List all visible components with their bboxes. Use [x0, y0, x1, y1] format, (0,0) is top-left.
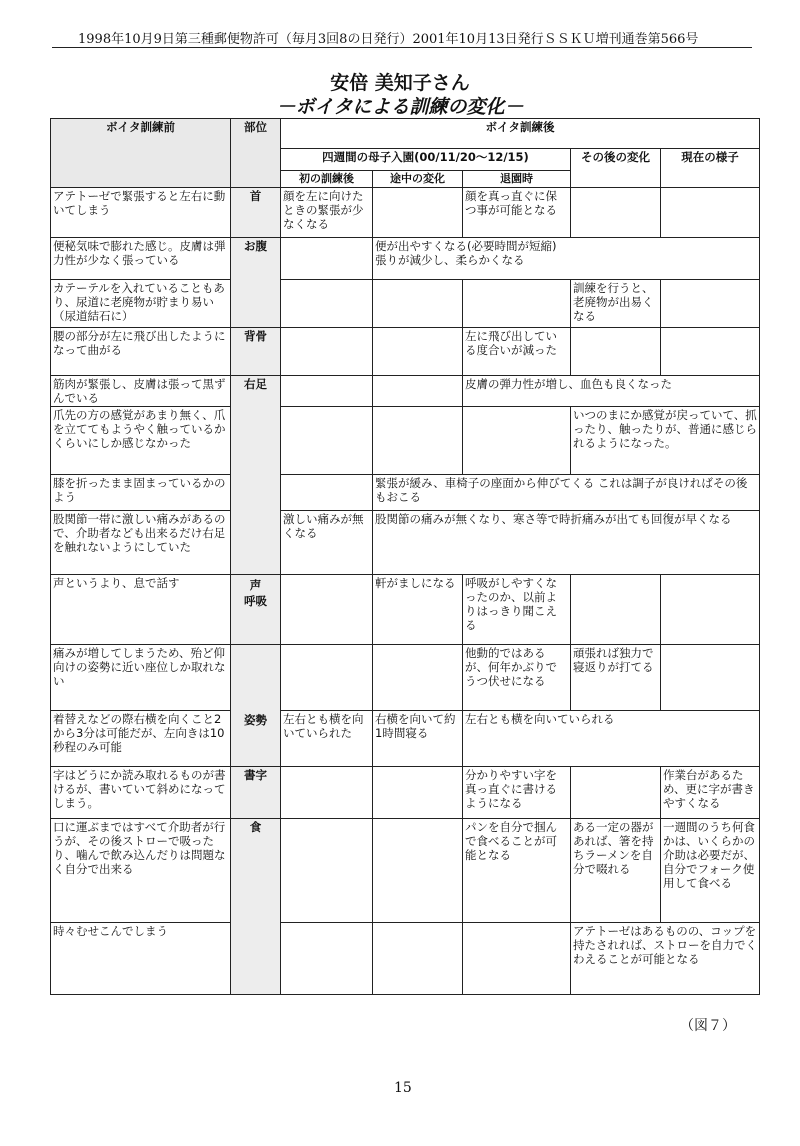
- part-belly: お腹: [231, 238, 281, 328]
- header-after: ボイタ訓練後: [281, 119, 760, 149]
- part-voice-label: 声: [249, 578, 262, 592]
- part-neck: 首: [231, 188, 281, 238]
- cell-current: 作業台があるため、更に字が書きやすくなる: [661, 767, 760, 819]
- cell-middle: [373, 767, 463, 819]
- cell-later: [571, 188, 661, 238]
- cell-first: 顔を左に向けたときの緊張が少なくなる: [281, 188, 373, 238]
- cell-middle: [373, 188, 463, 238]
- header-current: 現在の様子: [661, 149, 760, 188]
- cell-discharge: 他動的ではあるが、何年かぶりでうつ伏せになる: [463, 645, 571, 711]
- cell-before: 腰の部分が左に飛び出したようになって曲がる: [51, 328, 231, 376]
- cell-span: 緊張が緩み、車椅子の座面から伸びてくる これは調子が良ければその後もおこる: [373, 475, 760, 511]
- cell-discharge: 呼吸がしやすくなったのか、以前よりはっきり聞こえる: [463, 575, 571, 645]
- cell-before: 股関節一帯に激しい痛みがあるので、介助者なども出来るだけ右足を触れないようにしていた: [51, 511, 231, 575]
- header-later: その後の変化: [571, 149, 661, 188]
- cell-before: 痛みが増してしまうため、殆ど仰向けの姿勢に近い座位しか取れない: [51, 645, 231, 711]
- cell-current: [661, 280, 760, 328]
- header-first: 初の訓練後: [281, 171, 373, 188]
- cell-later: ある一定の器があれば、箸を持ちラーメンを自分で啜れる: [571, 819, 661, 923]
- page-number: 15: [394, 1080, 412, 1096]
- cell-discharge: [463, 280, 571, 328]
- cell-later: 訓練を行うと、老廃物が出易くなる: [571, 280, 661, 328]
- cell-later: [571, 767, 661, 819]
- part-right-leg: 右足: [231, 376, 281, 575]
- header-discharge: 退園時: [463, 171, 571, 188]
- part-eating: 食: [231, 819, 281, 995]
- cell-middle: [373, 923, 463, 995]
- cell-discharge: 左に飛び出している度合いが減った: [463, 328, 571, 376]
- cell-middle: [373, 407, 463, 475]
- header-before: ボイタ訓練前: [51, 119, 231, 188]
- part-breath-label: 呼吸: [244, 594, 267, 608]
- cell-discharge: 顔を真っ直ぐに保つ事が可能となる: [463, 188, 571, 238]
- cell-first: [281, 645, 373, 711]
- cell-middle: [373, 280, 463, 328]
- cell-span: 便が出やすくなる(必要時間が短縮) 張りが減少し、柔らかくなる: [373, 238, 760, 280]
- cell-first: 激しい痛みが無くなる: [281, 511, 373, 575]
- part-voice-breath: [231, 575, 281, 645]
- cell-before: 膝を折ったまま固まっているかのよう: [51, 475, 231, 511]
- cell-first: [281, 475, 373, 511]
- cell-current: [661, 645, 760, 711]
- cell-before: 便秘気味で膨れた感じ。皮膚は弾力性が少なく張っている: [51, 238, 231, 280]
- cell-middle: [373, 376, 463, 407]
- cell-later: [571, 328, 661, 376]
- cell-first: [281, 923, 373, 995]
- cell-current: [661, 575, 760, 645]
- cell-first: [281, 575, 373, 645]
- cell-before: 字はどうにか読み取れるものが書けるが、書いていて斜めになってしまう。: [51, 767, 231, 819]
- cell-span: アテトーゼはあるものの、コップを持たされれば、ストローを自力でくわえることが可能となる: [571, 923, 760, 995]
- header-rule: [52, 47, 752, 48]
- cell-discharge: パンを自分で掴んで食べることが可能となる: [463, 819, 571, 923]
- cell-current: [661, 328, 760, 376]
- cell-first: [281, 328, 373, 376]
- cell-before: 筋肉が緊張し、皮膚は張って黒ずんでいる: [51, 376, 231, 407]
- cell-current: [661, 188, 760, 238]
- cell-first: [281, 280, 373, 328]
- cell-middle: 右横を向いて約1時間寝る: [373, 711, 463, 767]
- page-title: 安倍 美知子さん: [330, 72, 470, 94]
- cell-before: 時々むせこんでしまう: [51, 923, 231, 995]
- header-four-weeks: 四週間の母子入園(00/11/20～12/15): [281, 149, 571, 171]
- cell-before: 着替えなどの際右横を向くこと2から3分は可能だが、左向きは10秒程のみ可能: [51, 711, 231, 767]
- publication-line: 1998年10月9日第三種郵便物許可（毎月3回8の日発行）2001年10月13日発行ＳＳＫＵ増刊通巻第566号: [78, 32, 699, 47]
- cell-span: 皮膚の弾力性が増し、血色も良くなった: [463, 376, 760, 407]
- part-posture: 姿勢: [231, 645, 281, 767]
- cell-first: [281, 819, 373, 923]
- cell-discharge: [463, 407, 571, 475]
- cell-before: カテーテルを入れていることもあり、尿道に老廃物が貯まり易い （尿道結石に）: [51, 280, 231, 328]
- cell-middle: [373, 819, 463, 923]
- cell-later: 頑張れば独力で寝返りが打てる: [571, 645, 661, 711]
- cell-discharge: 分かりやすい字を真っ直ぐに書けるようになる: [463, 767, 571, 819]
- cell-span: 股関節の痛みが無くなり、寒さ等で時折痛みが出ても回復が早くなる: [373, 511, 760, 575]
- cell-middle: 軒がましになる: [373, 575, 463, 645]
- cell-before: 口に運ぶまではすべて介助者が行うが、その後ストローで吸ったり、噛んで飲み込んだりは問題なく自分で出来る: [51, 819, 231, 923]
- part-writing: 書字: [231, 767, 281, 819]
- cell-later: [571, 575, 661, 645]
- cell-middle: [373, 645, 463, 711]
- cell-current: 一週間のうち何食かは、いくらかの介助は必要だが、自分でフォーク使用して食べる: [661, 819, 760, 923]
- part-back: 背骨: [231, 328, 281, 376]
- cell-before: 声というより、息で話す: [51, 575, 231, 645]
- cell-first: 左右とも横を向いていられた: [281, 711, 373, 767]
- cell-span: いつのまにか感覚が戻っていて、抓ったり、触ったりが、普通に感じられるようになった。: [571, 407, 760, 475]
- cell-before: 爪先の方の感覚があまり無く、爪を立ててもようやく触っているかくらいにしか感じなかった: [51, 407, 231, 475]
- cell-first: [281, 376, 373, 407]
- header-middle: 途中の変化: [373, 171, 463, 188]
- cell-first: [281, 238, 373, 280]
- header-part: 部位: [231, 119, 281, 188]
- page-subtitle: －ボイタによる訓練の変化－: [276, 96, 524, 118]
- cell-before: アテトーゼで緊張すると左右に動いてしまう: [51, 188, 231, 238]
- figure-label: （図７）: [680, 1018, 736, 1034]
- cell-discharge: [463, 923, 571, 995]
- training-change-table: [50, 118, 760, 995]
- cell-middle: [373, 328, 463, 376]
- cell-first: [281, 767, 373, 819]
- cell-first: [281, 407, 373, 475]
- cell-span: 左右とも横を向いていられる: [463, 711, 760, 767]
